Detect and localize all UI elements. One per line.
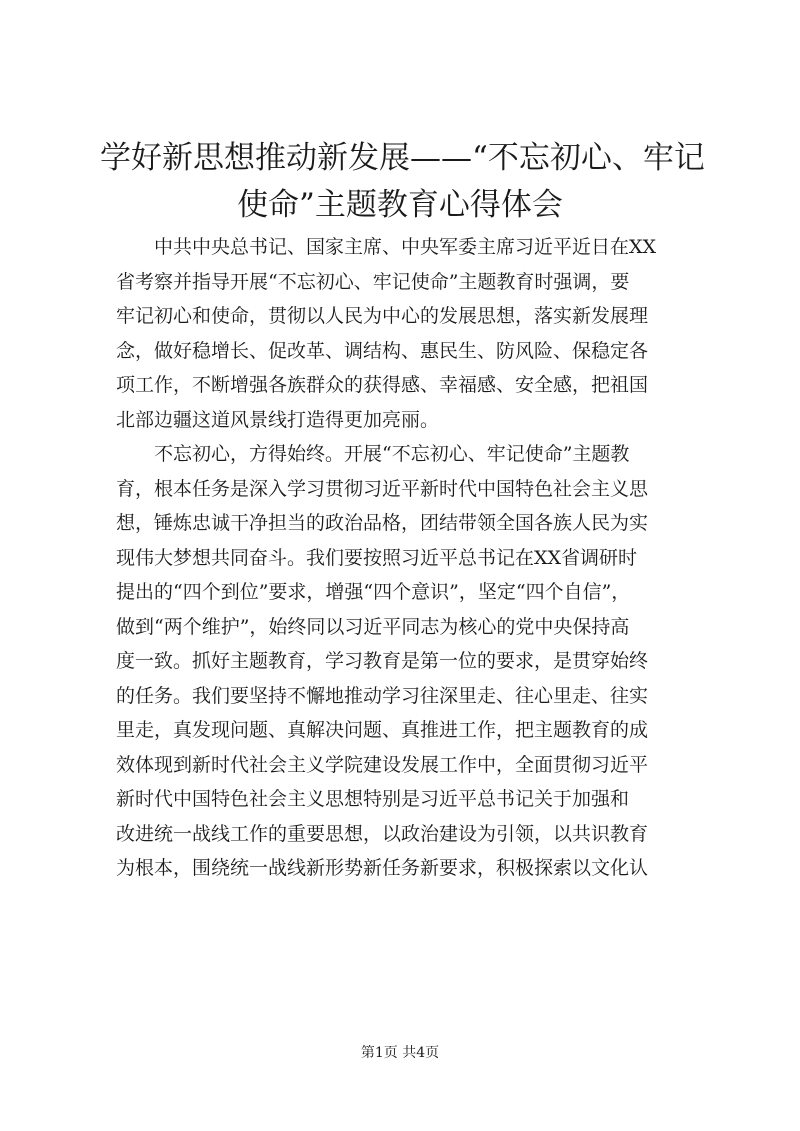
paragraph-line: 现伟大梦想共同奋斗。我们要按照习近平总书记在XX省调研时 xyxy=(116,546,638,569)
paragraph-line: 做到“两个维护”，始终同以习近平同志为核心的党中央保持高 xyxy=(116,615,630,638)
title-line: 使命”主题教育心得体会 xyxy=(237,187,563,223)
paragraph-line: 念，做好稳增长、促改革、调结构、惠民生、防风险、保稳定各 xyxy=(116,339,649,362)
paragraph-line: 的任务。我们要坚持不懈地推动学习往深里走、往心里走、往实 xyxy=(116,684,649,707)
paragraph-1 xyxy=(116,230,706,437)
paragraph-line: 育，根本任务是深入学习贯彻习近平新时代中国特色社会主义思 xyxy=(116,477,649,500)
paragraph-2 xyxy=(116,437,706,886)
paragraph-line: 提出的“四个到位”要求，增强“四个意识”，坚定“四个自信”， xyxy=(116,581,631,603)
paragraph-line: 牢记初心和使命，贯彻以人民为中心的发展思想，落实新发展理 xyxy=(116,305,649,327)
paragraph-line: 新时代中国特色社会主义思想特别是习近平总书记关于加强和 xyxy=(116,788,630,810)
paragraph-line: 想，锤炼忠诚干净担当的政治品格，团结带领全国各族人民为实 xyxy=(116,512,649,534)
title-line: 学好新思想推动新发展——“不忘初心、牢记 xyxy=(100,140,705,176)
paragraph-line: 中共中央总书记、国家主席、中央军委主席习近平近日在XX xyxy=(154,236,657,258)
document-title xyxy=(100,135,705,229)
paragraph-line: 里走，真发现问题、真解决问题、真推进工作，把主题教育的成 xyxy=(116,719,649,741)
document-body xyxy=(116,230,706,886)
paragraph-line: 不忘初心，方得始终。开展“不忘初心、牢记使命”主题教 xyxy=(154,443,630,465)
paragraph-line: 改进统一战线工作的重要思想，以政治建设为引领，以共识教育 xyxy=(116,822,649,845)
paragraph-line: 省考察并指导开展“不忘初心、牢记使命”主题教育时强调，要 xyxy=(116,270,630,293)
page-footer: 第1页 共4页 xyxy=(360,1045,440,1061)
paragraph-line: 北部边疆这道风景线打造得更加亮丽。 xyxy=(116,408,440,431)
paragraph-line: 项工作，不断增强各族群众的获得感、幸福感、安全感，把祖国 xyxy=(116,374,649,396)
paragraph-line: 度一致。抓好主题教育，学习教育是第一位的要求，是贯穿始终 xyxy=(116,650,649,672)
paragraph-line: 为根本，围绕统一战线新形势新任务新要求，积极探索以文化认 xyxy=(116,857,649,879)
paragraph-line: 效体现到新时代社会主义学院建设发展工作中，全面贯彻习近平 xyxy=(116,753,649,776)
